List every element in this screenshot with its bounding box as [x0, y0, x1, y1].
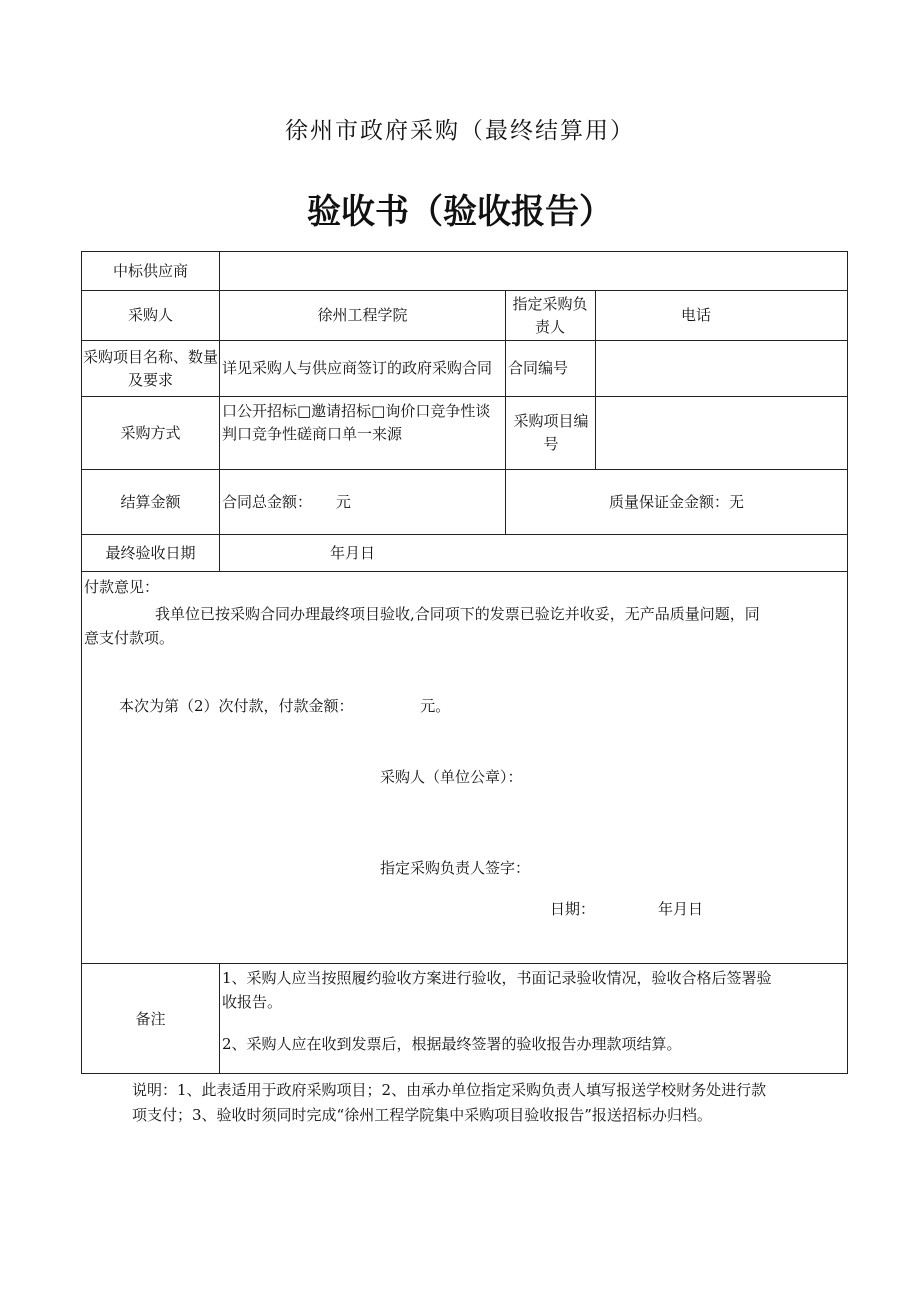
final-acceptance-date-value[interactable]: 年月日	[330, 543, 376, 562]
final-acceptance-date-label: 最终验收日期	[105, 543, 196, 562]
project-name-value: 详见采购人与供应商签订的政府采购合同	[222, 359, 493, 377]
payment-date-label: 日期：	[550, 900, 596, 918]
supplier-value[interactable]	[224, 252, 844, 290]
project-number-label: 采购项目编号	[513, 412, 589, 453]
responsible-signature[interactable]: 指定采购负责人签字：	[380, 859, 531, 877]
contract-number-value[interactable]	[600, 341, 844, 396]
payment-installment[interactable]: 本次为第（2）次付款，付款金额： 元。	[119, 697, 451, 715]
payment-opinion-heading: 付款意见：	[84, 578, 160, 596]
responsible-person-label: 指定采购负责人	[512, 294, 588, 336]
supplier-label: 中标供应商	[112, 261, 188, 280]
notes-line-1: 说明：1、此表适用于政府采购项目；2、由承办单位指定采购负责人填写报送学校财务处进行款	[132, 1081, 767, 1099]
quality-deposit-amount: 质量保证金金额：无	[608, 492, 744, 511]
document-subtitle: 徐州市政府采购（最终结算用）	[285, 118, 635, 144]
remark-item-2: 2、采购人应在收到发票后，根据最终签署的验收报告办理款项结算。	[222, 1035, 682, 1053]
contract-total-amount[interactable]: 合同总金额： 元	[222, 492, 351, 511]
remarks-label: 备注	[135, 1009, 166, 1028]
purchaser-seal[interactable]: 采购人（单位公章）：	[380, 768, 523, 786]
purchaser-label: 采购人	[127, 306, 173, 324]
phone-value[interactable]	[796, 291, 846, 340]
phone-label: 电话	[680, 306, 711, 324]
remark-item-1: 1、采购人应当按照履约验收方案进行验收，书面记录验收情况，验收合格后签署验	[222, 969, 772, 987]
settlement-amount-label: 结算金额	[120, 492, 181, 511]
project-name-label: 采购项目名称、数量及要求	[83, 347, 219, 389]
payment-date-value[interactable]: 年月日	[658, 900, 704, 918]
procurement-method-label: 采购方式	[120, 423, 181, 442]
procurement-method-options[interactable]: 口公开招标□邀请招标□询价口竞争性谈判口竞争性磋商口单一来源	[222, 402, 491, 443]
contract-number-label: 合同编号	[508, 359, 569, 377]
project-number-value[interactable]	[600, 397, 844, 469]
remark-item-1-cont: 收报告。	[222, 993, 283, 1011]
purchaser-value: 徐州工程学院	[317, 306, 408, 324]
payment-opinion-text: 我单位已按采购合同办理最终项目验收,合同项下的发票已验讫并收妥，无产品质量问题，同	[155, 605, 760, 623]
payment-opinion-text-cont: 意支付款项。	[84, 629, 175, 647]
document-title: 验收书（验收报告）	[307, 192, 613, 232]
notes-line-2: 项支付；3、验收时须同时完成“徐州工程学院集中采购项目验收报告”报送招标办归档。	[132, 1106, 712, 1124]
